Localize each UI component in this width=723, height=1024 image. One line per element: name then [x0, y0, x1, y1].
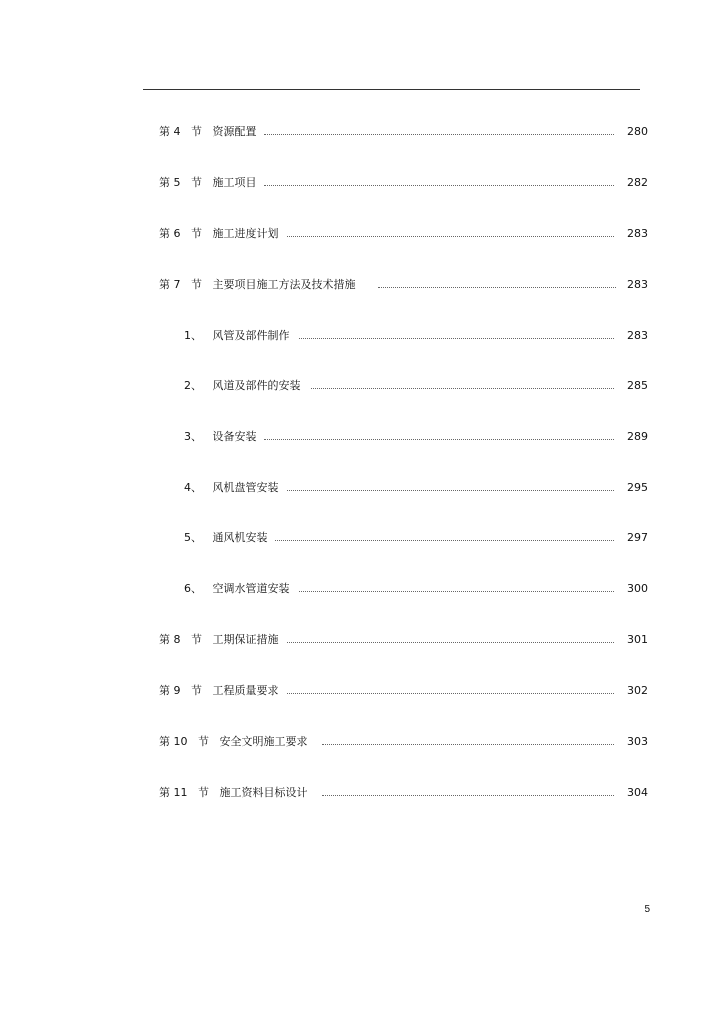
toc-entry-page: 282 — [627, 176, 648, 189]
header-rule — [143, 89, 640, 90]
dot-leader — [287, 490, 614, 491]
toc-entry-label: 第 5 节 施工项目 — [159, 176, 257, 189]
toc-entry-page: 295 — [627, 481, 648, 494]
dot-leader — [299, 338, 614, 339]
page-number: 5 — [644, 904, 650, 915]
toc-entry-section-6[interactable] — [0, 226, 723, 242]
dot-leader — [287, 236, 614, 237]
toc-entry-section-8[interactable] — [0, 632, 723, 648]
toc-entry-label: 第 8 节 工期保证措施 — [159, 633, 279, 646]
toc-entry-label: 4、 风机盘管安装 — [184, 481, 279, 494]
toc-entry-label: 第 10 节 安全文明施工要求 — [159, 735, 308, 748]
toc-entry-page: 280 — [627, 125, 648, 138]
toc-entry-section-10[interactable] — [0, 734, 723, 750]
toc-entry-item-4[interactable] — [0, 480, 723, 496]
toc-entry-label: 第 6 节 施工进度计划 — [159, 227, 279, 240]
toc-entry-label: 2、 风道及部件的安装 — [184, 379, 301, 392]
toc-entry-page: 302 — [627, 684, 648, 697]
dot-leader — [275, 540, 614, 541]
dot-leader — [378, 287, 616, 288]
toc-entry-label: 1、 风管及部件制作 — [184, 329, 290, 342]
dot-leader — [311, 388, 614, 389]
dot-leader — [299, 591, 614, 592]
toc-entry-label: 3、 设备安装 — [184, 430, 257, 443]
toc-entry-label: 5、 通风机安装 — [184, 531, 268, 544]
dot-leader — [264, 134, 614, 135]
toc-entry-page: 304 — [627, 786, 648, 799]
toc-entry-page: 289 — [627, 430, 648, 443]
toc-entry-section-11[interactable] — [0, 785, 723, 801]
toc-entry-label: 第 9 节 工程质量要求 — [159, 684, 279, 697]
toc-entry-page: 283 — [627, 227, 648, 240]
toc-entry-page: 285 — [627, 379, 648, 392]
dot-leader — [322, 744, 614, 745]
toc-entry-item-1[interactable] — [0, 328, 723, 344]
dot-leader — [264, 439, 614, 440]
toc-entry-item-2[interactable] — [0, 378, 723, 394]
toc-entry-section-5[interactable] — [0, 175, 723, 191]
toc-entry-section-7[interactable] — [0, 277, 723, 293]
toc-entry-item-5[interactable] — [0, 530, 723, 546]
dot-leader — [287, 642, 614, 643]
toc-entry-label: 6、 空调水管道安装 — [184, 582, 290, 595]
toc-entry-section-9[interactable] — [0, 683, 723, 699]
dot-leader — [264, 185, 614, 186]
toc-entry-label: 第 4 节 资源配置 — [159, 125, 257, 138]
toc-entry-page: 297 — [627, 531, 648, 544]
toc-entry-page: 303 — [627, 735, 648, 748]
toc-entry-item-6[interactable] — [0, 581, 723, 597]
toc-entry-label: 第 7 节 主要项目施工方法及技术措施 — [159, 278, 356, 291]
toc-entry-section-4[interactable] — [0, 124, 723, 140]
toc-entry-label: 第 11 节 施工资料目标设计 — [159, 786, 308, 799]
toc-entry-page: 301 — [627, 633, 648, 646]
toc-entry-page: 283 — [627, 329, 648, 342]
dot-leader — [287, 693, 614, 694]
toc-entry-page: 300 — [627, 582, 648, 595]
toc-entry-item-3[interactable] — [0, 429, 723, 445]
toc-entry-page: 283 — [627, 278, 648, 291]
dot-leader — [322, 795, 614, 796]
